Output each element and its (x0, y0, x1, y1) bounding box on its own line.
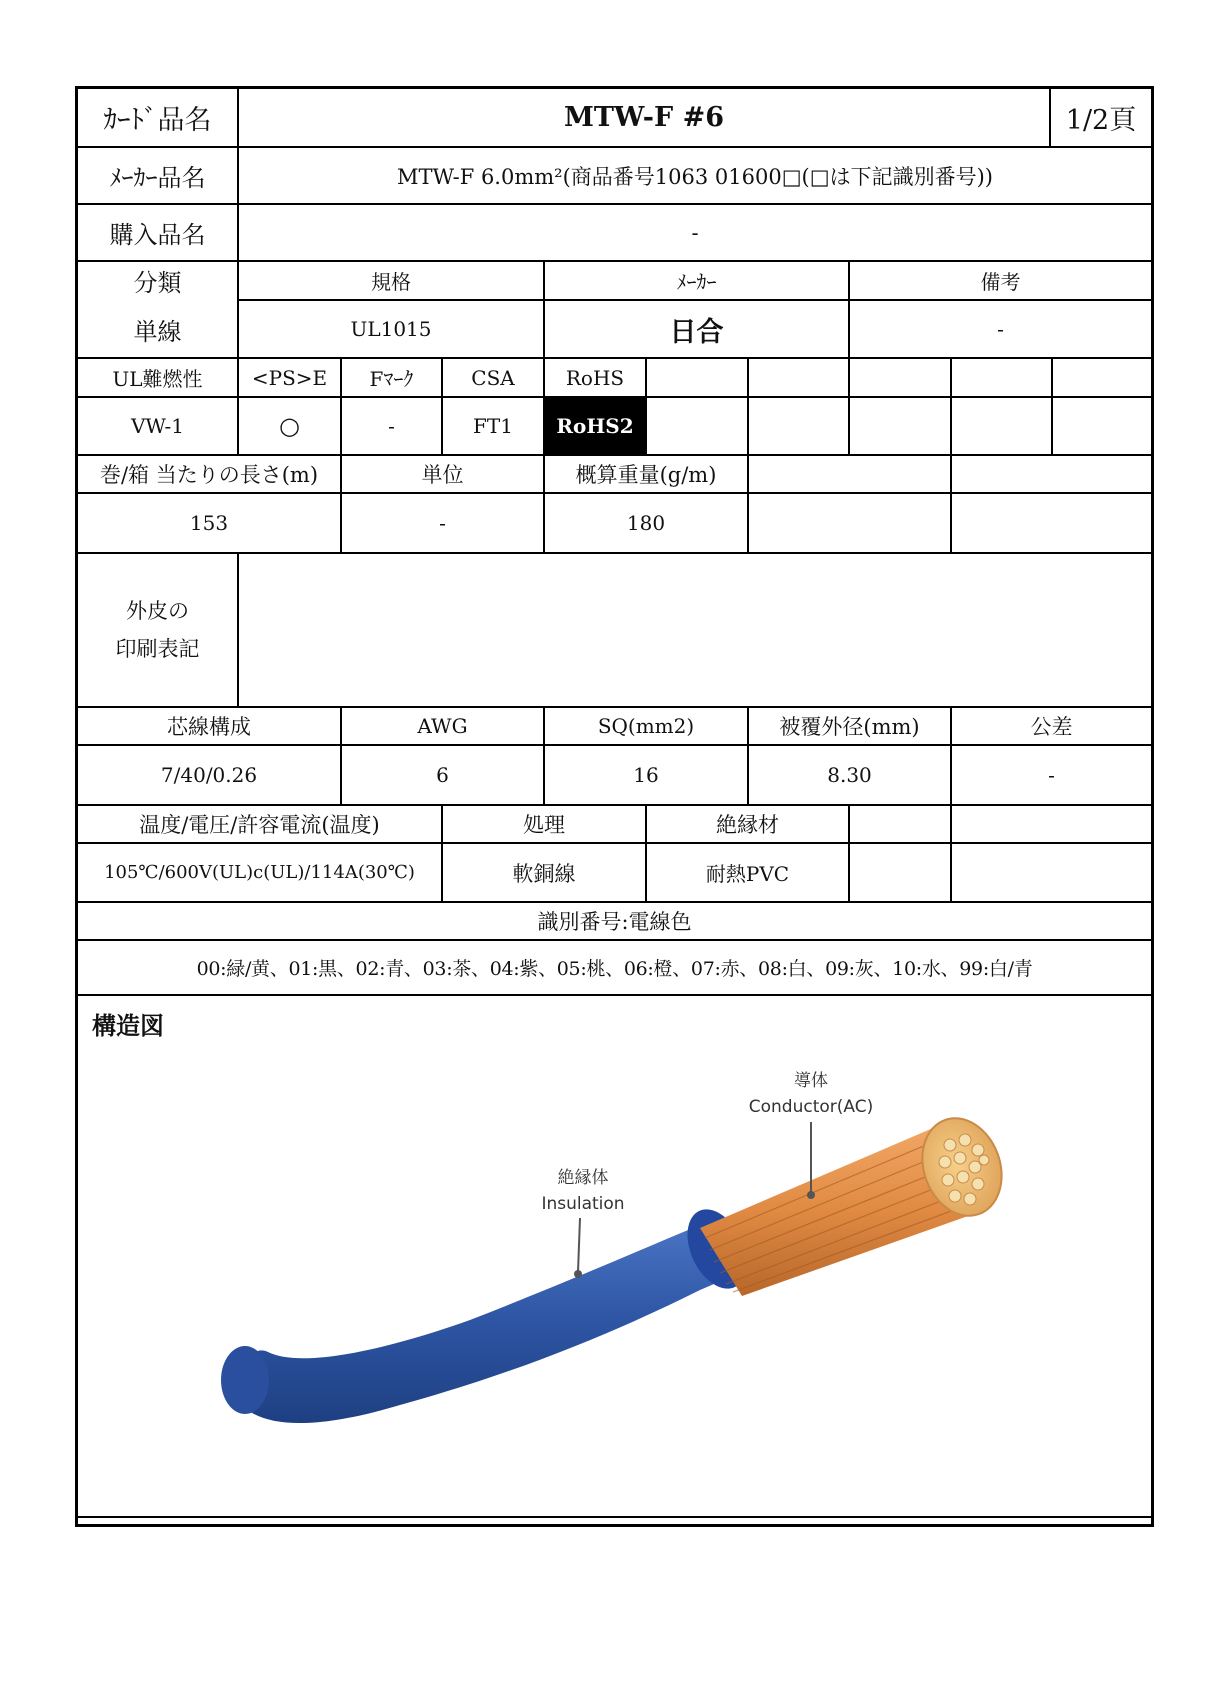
csa-header: CSA (471, 365, 515, 390)
colors-header: 識別番号:電線色 (537, 910, 692, 934)
insulation-jacket (221, 1200, 758, 1423)
f-mark-value: - (388, 414, 395, 438)
classification-header: 分類 (133, 269, 182, 297)
conductor-core (700, 1107, 1015, 1296)
awg-value: 6 (436, 763, 449, 787)
unit-value: - (439, 511, 446, 535)
spool-length-header: 巻/箱 当たりの長さ(m) (99, 463, 319, 487)
remarks-value: - (997, 317, 1004, 341)
maker-header: ﾒｰｶｰ (676, 270, 717, 294)
maker-name-label: ﾒｰｶｰ品名 (109, 164, 206, 192)
pse-value: ○ (279, 412, 300, 440)
f-mark-header: Fﾏｰｸ (369, 367, 414, 391)
maker-value: 日合 (669, 316, 724, 348)
colors-value: 00:緑/黄、01:黒、02:青、03:茶、04:紫、05:桃、06:橙、07:赤、08:白、09:灰、10:水、99:白/青 (196, 958, 1033, 980)
remarks-header: 備考 (980, 270, 1021, 294)
csa-value: FT1 (473, 414, 513, 438)
flame-rating-value: VW-1 (130, 414, 185, 438)
treatment-value: 軟銅線 (512, 861, 576, 886)
rohs-value: RoHS2 (545, 398, 645, 454)
awg-header: AWG (417, 714, 468, 738)
purchase-name-value: - (691, 220, 699, 245)
purchase-name-label: 購入品名 (109, 221, 206, 249)
maker-name-value: MTW-F 6.0mm²(商品番号1063 01600□(□は下記識別番号)) (397, 164, 993, 189)
insulation-label-en: Insulation (541, 1194, 625, 1214)
insulation-leader-dot (574, 1270, 582, 1278)
weight-header: 概算重量(g/m) (575, 463, 717, 487)
standard-value: UL1015 (350, 317, 432, 341)
conductor-label-en: Conductor(AC) (748, 1097, 874, 1117)
spool-length-value: 153 (189, 511, 229, 535)
conductor-label-jp: 導体 (794, 1071, 828, 1091)
tolerance-value: - (1048, 763, 1055, 787)
sq-value: 16 (633, 763, 659, 787)
outer-diameter-value: 8.30 (827, 763, 872, 787)
card-name-label: ｶｰﾄﾞ品名 (103, 105, 212, 136)
pse-header: <PS>E (251, 365, 328, 390)
tolerance-header: 公差 (1030, 715, 1073, 739)
strand-value: 7/40/0.26 (160, 763, 258, 787)
rating-value: 105℃/600V(UL)c(UL)/114A(30℃) (104, 862, 415, 883)
rohs-header: RoHS (565, 365, 625, 390)
card-name-value: MTW-F #6 (563, 102, 724, 133)
sq-header: SQ(mm2) (597, 714, 695, 738)
flame-rating-header: UL難燃性 (112, 367, 203, 391)
unit-header: 単位 (421, 463, 464, 487)
strand-header: 芯線構成 (167, 715, 251, 739)
rating-header: 温度/電圧/許容電流(温度) (139, 813, 380, 837)
weight-value: 180 (626, 511, 666, 535)
classification-value: 単線 (133, 317, 182, 346)
insulation-header: 絶縁材 (716, 813, 779, 837)
outer-diameter-header: 被覆外径(mm) (779, 715, 920, 739)
insulation-label-jp: 絶縁体 (557, 1168, 609, 1188)
print-marking-label-line2: 印刷表記 (115, 637, 200, 661)
treatment-header: 処理 (523, 813, 565, 837)
structure-title: 構造図 (92, 1011, 164, 1040)
page-number: 1/2頁 (1065, 105, 1137, 136)
conductor-leader-dot (807, 1191, 815, 1199)
insulation-value: 耐熱PVC (705, 862, 790, 886)
standard-header: 規格 (371, 270, 411, 294)
insulation-leader-line (578, 1218, 580, 1272)
print-marking-label-line1: 外皮の (126, 599, 189, 623)
